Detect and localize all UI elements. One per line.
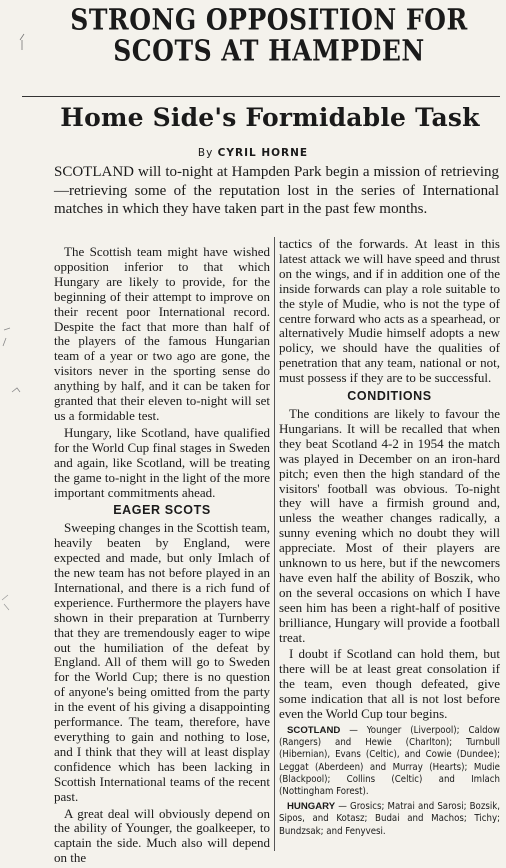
left-paragraph-3: Sweeping changes in the Scottish team, heavily beaten by England, were expected and made, but only Imlach of the new team has not before played in an International, and there is a rich fund of experience. Furthermore the players have shown in their preparation at Turnberry that they are tremendously eager to wipe out the humiliation of the defeat by England. All of them will go to Sweden for the World Cup; there is no question of anyone's being omitted from the party in the event of his giving a disappointing performance. The team, therefore, have everything to gain and nothing to lose, and I think that they will at least display confidence which has been lacking in Scottish International teams of the recent past. — [54, 520, 270, 804]
byline-prefix: By — [197, 147, 214, 159]
section-heading-conditions: CONDITIONS — [347, 389, 432, 404]
column-divider — [274, 237, 275, 851]
right-column — [279, 237, 500, 840]
left-paragraph-4: A great deal will obviously depend on the ability of Younger, the goalkeeper, to captain the side. Much also will depend on the — [54, 805, 270, 866]
team-players: — Younger (Liverpool); Caldow (Rangers) and Hewie (Charlton); Turnbull (Hibernian), Evans (Celtic), and Cowie (Dundee); Leggat (Aberdeen) and Murray (Hearts); Mudie (Blackpool); Collins (Celtic) and Imlach (Nottingham Forest). — [279, 725, 500, 798]
lead-paragraph — [54, 163, 499, 219]
left-column — [54, 245, 270, 868]
margin-pencil-marks — [0, 0, 30, 851]
team-lineup-scotland — [279, 725, 500, 798]
team-lineup-hungary — [279, 801, 500, 838]
team-name: HUNGARY — [287, 801, 336, 813]
lead-text: COTLAND will to-night at Hampden Park begin a mission of retrieving—retrieving some of the reputation lost in the series of International matches in which they have taken part in the past few months. — [54, 164, 499, 217]
team-name: SCOTLAND — [287, 725, 341, 736]
right-paragraph-1: tactics of the forwards. At least in this latest attack we will have speed and thrust on the wings, and if in addition one of the inside forwards can play a role suitable to the style of Mudie, who is not the type of centre forward who acts as a spearhead, or alternatively Mudie himself adopts a new policy, we should have the qualities of penetration that any team, national or not, must possess if they are to be successful. — [279, 236, 500, 386]
headline-line-1: STRONG OPPOSITION FOR — [70, 2, 468, 37]
headline — [40, 4, 498, 66]
headline-rule — [22, 96, 500, 97]
byline-author: CYRIL HORNE — [217, 147, 309, 159]
left-paragraph-2: Hungary, like Scotland, have qualified for the World Cup final stages in Sweden and again, like Scotland, will be treating the game to-night in the light of the more important commitments ahead. — [54, 424, 270, 500]
section-heading-eager-scots: EAGER SCOTS — [113, 503, 211, 518]
right-paragraph-3: I doubt if Scotland can hold them, but there will be at least great consolation if the team, even though defeated, give some indication that all is not lost before even the World Cup tour begins. — [279, 646, 500, 722]
team-players: — Grosics; Matrai and Sarosi; Bozsik, Sipos, and Kotasz; Budai and Machos; Tichy; Bundzsak; and Fenyvesi. — [279, 801, 500, 837]
right-paragraph-2: The conditions are likely to favour the Hungarians. It will be recalled that when they beat Scotland 4-2 in 1954 the match was played in December on an iron-hard pitch; even then the high standard of the visitors' football was obvious. To-night they will have a firmish ground and, unless the weather changes radically, a sunny evening which no doubt they will appreciate. Most of their players are unknown to us here, but if the newcomers have even half the ability of Boszik, who on the several occasions on which I have seen him has been a right-half of positive brilliance, Hungary will provide a football treat. — [279, 405, 500, 645]
headline-line-2: SCOTS AT HAMPDEN — [113, 33, 425, 68]
subheadline: Home Side's Formidable Task — [60, 103, 480, 132]
lead-dropcap: S — [54, 164, 63, 180]
byline — [0, 147, 506, 159]
left-paragraph-1: The Scottish team might have wished opposition inferior to that which Hungary are likely to provide, for the beginning of their attempt to improve on their recent poor International record. Despite the fact that more than half of the players of the famous Hungarian team of a year or two ago are gone, the visitors never in the sporting sense do anything by half, and it can be taken for granted that their eleven to-night will set us a formidable test. — [54, 244, 270, 423]
